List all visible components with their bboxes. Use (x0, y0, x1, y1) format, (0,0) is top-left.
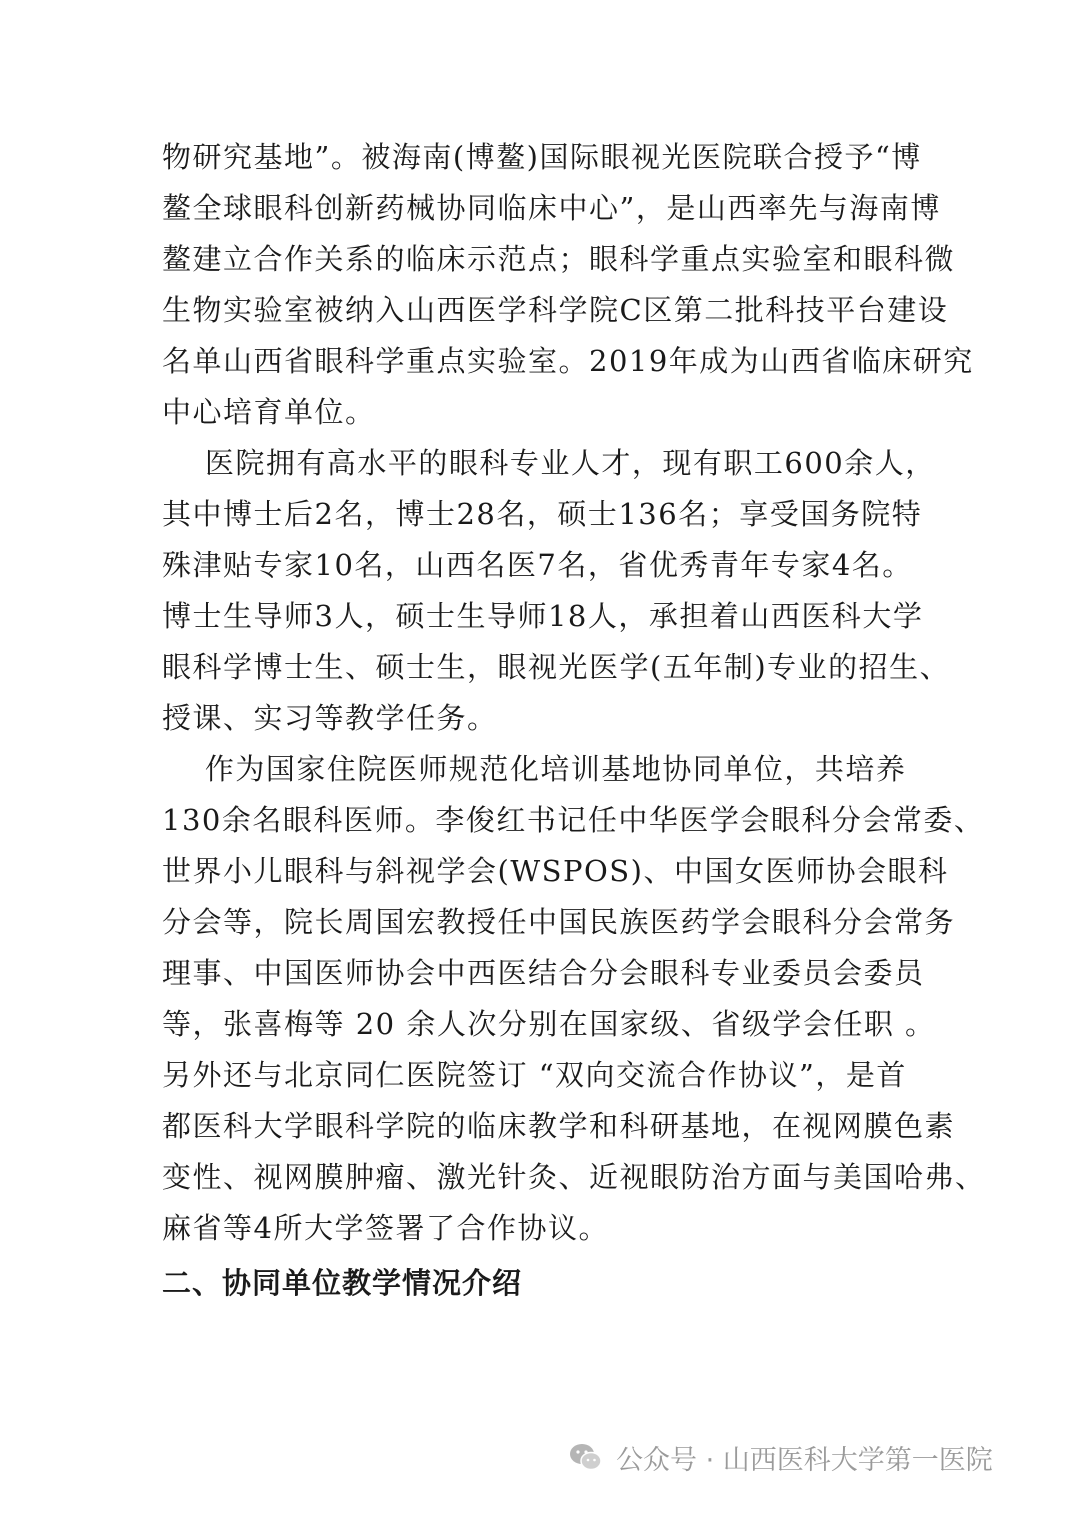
text-line: 理事、中国医师协会中西医结合分会眼科专业委员会委员 (162, 956, 925, 990)
text-line: 鳌全球眼科创新药械协同临床中心”，是山西率先与海南博 (162, 191, 941, 225)
text-line: 生物实验室被纳入山西医学科学院C区第二批科技平台建设 (162, 293, 949, 327)
text-line: 麻省等4所大学签署了合作协议。 (162, 1211, 609, 1245)
text-line: 鳌建立合作关系的临床示范点；眼科学重点实验室和眼科微 (162, 242, 956, 276)
text-line: 中心培育单位。 (162, 395, 376, 429)
text-line: 变性、视网膜肿瘤、激光针灸、近视眼防治方面与美国哈弗、 (162, 1160, 986, 1194)
wechat-logo-icon (566, 1437, 606, 1477)
text-line: 130余名眼科医师。李俊红书记任中华医学会眼科分会常委、 (162, 803, 985, 837)
text-line: 物研究基地”。被海南(博鳌)国际眼视光医院联合授予“博 (162, 140, 922, 174)
text-line: 都医科大学眼科学院的临床教学和科研基地，在视网膜色素 (162, 1109, 956, 1143)
text-line: 另外还与北京同仁医院签订 “双向交流合作协议”，是首 (162, 1058, 907, 1092)
text-line: 博士生导师3人，硕士生导师18人，承担着山西医科大学 (162, 599, 924, 633)
watermark-text: 公众号 · 山西医科大学第一医院 (616, 1444, 993, 1476)
section-heading: 二、协同单位教学情况介绍 (162, 1266, 523, 1300)
text-line: 分会等，院长周国宏教授任中国民族医药学会眼科分会常务 (162, 905, 956, 939)
watermark (566, 1434, 993, 1480)
text-line: 名单山西省眼科学重点实验室。2019年成为山西省临床研究 (162, 344, 974, 378)
text-line: 眼科学博士生、硕士生，眼视光医学(五年制)专业的招生、 (162, 650, 951, 684)
text-line: 殊津贴专家10名，山西名医7名，省优秀青年专家4名。 (162, 548, 913, 582)
text-line: 其中博士后2名，博士28名，硕士136名；享受国务院特 (162, 497, 923, 531)
text-line: 授课、实习等教学任务。 (162, 701, 498, 735)
text-line: 医院拥有高水平的眼科专业人才，现有职工600余人， (162, 446, 936, 480)
text-line: 世界小儿眼科与斜视学会(WSPOS)、中国女医师协会眼科 (162, 854, 949, 888)
text-line: 作为国家住院医师规范化培训基地协同单位，共培养 (162, 752, 907, 786)
text-line: 等，张喜梅等 20 余人次分别在国家级、省级学会任职 。 (162, 1007, 936, 1041)
